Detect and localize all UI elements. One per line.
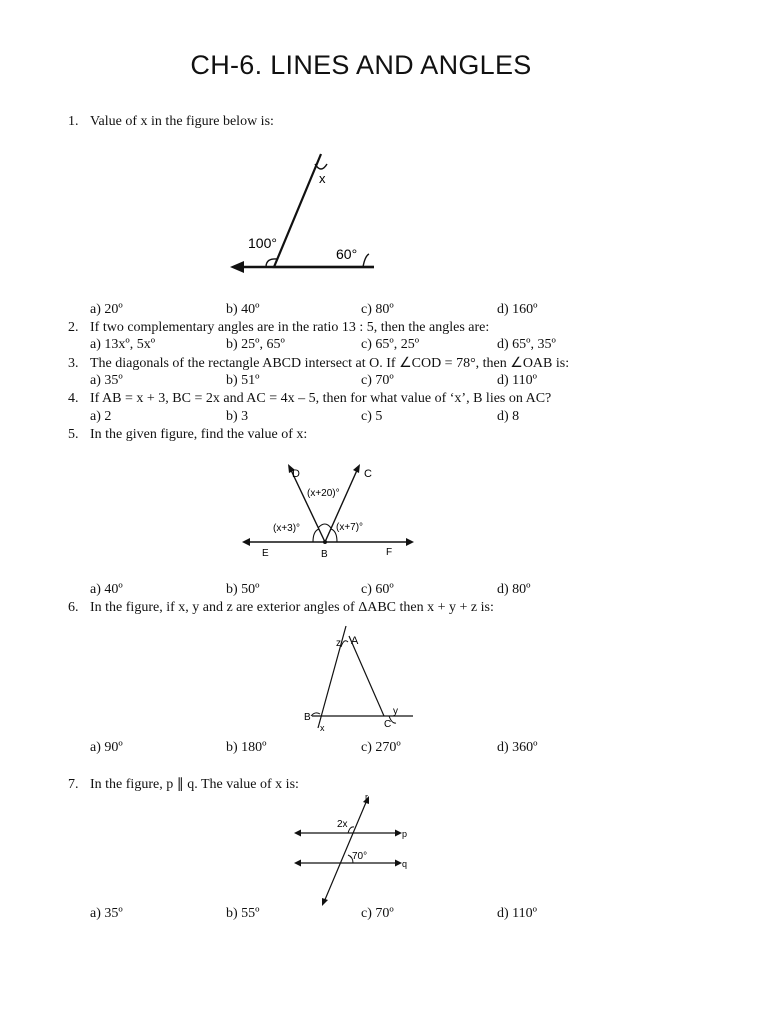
option-b[interactable]: b) 180º [226,740,267,755]
figure-q7-parallel-lines [292,790,417,908]
figure-q1-triangle [226,148,386,278]
option-b[interactable]: b) 3 [226,409,249,424]
figure-q6-triangle [296,620,416,738]
figure-label: 60° [336,246,358,262]
option-c[interactable]: c) 270º [361,740,401,755]
option-c[interactable]: c) 5 [361,409,383,424]
question-text: The diagonals of the rectangle ABCD intersect at O. If ∠COD = 78°, then ∠OAB is: [90,356,570,371]
option-c[interactable]: c) 60º [361,582,394,597]
question-text: In the given figure, find the value of x: [90,427,308,442]
figure-label: D [292,468,300,480]
option-b[interactable]: b) 55º [226,906,260,921]
figure-label: (x+20)° [307,488,340,499]
option-d[interactable]: d) 110º [497,373,537,388]
figure-label: B [321,549,328,560]
option-a[interactable]: a) 20º [90,302,123,317]
option-d[interactable]: d) 110º [497,906,537,921]
figure-label: y [393,706,398,717]
figure-label: p [402,829,408,839]
figure-label: A [351,635,359,647]
option-d[interactable]: d) 360º [497,740,538,755]
figure-label: 2x [337,819,348,830]
option-a[interactable]: a) 40º [90,582,123,597]
question-number: 3. [68,356,79,371]
option-b[interactable]: b) 40º [226,302,260,317]
option-d[interactable]: d) 8 [497,409,520,424]
figure-label: z [336,638,341,649]
question-text: In the figure, p ∥ q. The value of x is: [90,777,299,792]
figure-label: C [384,719,392,730]
option-b[interactable]: b) 25º, 65º [226,337,285,352]
question-text: In the figure, if x, y and z are exterior angles of ΔABC then x + y + z is: [90,600,494,615]
option-a[interactable]: a) 90º [90,740,123,755]
figure-label: 70° [352,851,368,862]
question-text: If AB = x + 3, BC = 2x and AC = 4x – 5, then for what value of ‘x’, B lies on AC? [90,391,552,406]
option-d[interactable]: d) 65º, 35º [497,337,556,352]
figure-label: x [320,723,325,733]
question-number: 5. [68,427,79,442]
option-c[interactable]: c) 70º [361,906,394,921]
option-a[interactable]: a) 2 [90,409,112,424]
option-c[interactable]: c) 80º [361,302,394,317]
question-number: 2. [68,320,79,335]
question-number: 4. [68,391,79,406]
option-a[interactable]: a) 35º [90,906,123,921]
question-text: Value of x in the figure below is: [90,114,274,129]
page-title: CH-6. LINES AND ANGLES [190,50,532,80]
figure-q5-angles [240,460,420,565]
option-b[interactable]: b) 51º [226,373,260,388]
option-a[interactable]: a) 35º [90,373,123,388]
figure-label: r [365,792,368,802]
question-number: 1. [68,114,79,129]
figure-label: (x+3)° [273,523,301,534]
option-b[interactable]: b) 50º [226,582,260,597]
figure-label: x [319,171,326,186]
option-c[interactable]: c) 70º [361,373,394,388]
figure-label: q [402,859,408,869]
figure-label: E [262,548,269,559]
figure-label: (x+7)° [336,522,364,533]
option-d[interactable]: d) 160º [497,302,538,317]
option-d[interactable]: d) 80º [497,582,531,597]
question-number: 7. [68,777,79,792]
figure-label: C [364,468,372,480]
figure-label: 100° [248,235,277,251]
figure-label: B [304,712,311,723]
figure-label: F [386,547,393,558]
option-c[interactable]: c) 65º, 25º [361,337,420,352]
option-a[interactable]: a) 13xº, 5xº [90,337,156,352]
question-number: 6. [68,600,79,615]
question-text: If two complementary angles are in the ratio 13 : 5, then the angles are: [90,320,490,335]
